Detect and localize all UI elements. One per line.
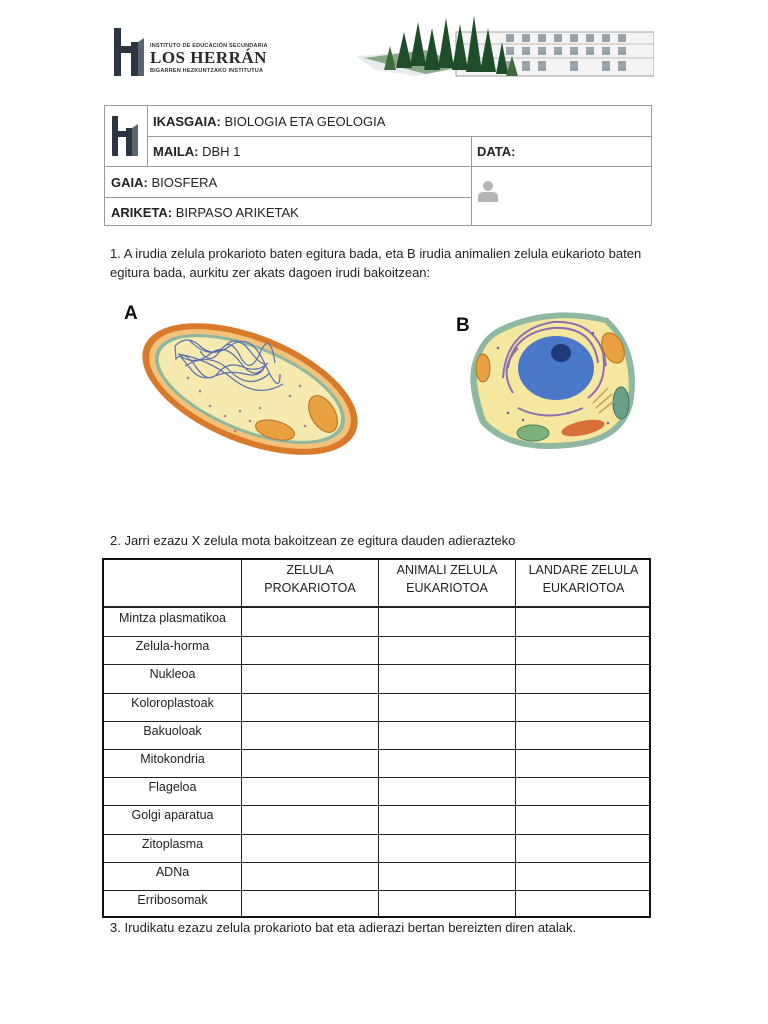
header-plant (516, 561, 651, 607)
exercise-row (111, 205, 299, 220)
small-logo-icon (112, 116, 142, 156)
date-label: DATA: (477, 144, 516, 159)
answer-cell[interactable] (379, 750, 514, 776)
answer-cell[interactable] (379, 694, 514, 720)
answer-cell[interactable] (379, 835, 514, 861)
school-line2: BIGARREN HEZKUNTZAKO INSTITUTUA (150, 68, 264, 74)
school-name: LOS HERRÁN (150, 48, 267, 67)
level-label: MAILA: (153, 144, 199, 159)
question-1-line-2: egitura bada, aurkitu zer akats dagoen irudi bakoitzean: (110, 265, 431, 280)
answer-cell[interactable] (242, 694, 377, 720)
answer-cell[interactable] (242, 722, 377, 748)
header-plant-line1: LANDARE ZELULA (528, 563, 639, 577)
subject-label: IKASGAIA: (153, 114, 221, 129)
exercise-value: BIRPASO ARIKETAK (175, 205, 299, 220)
table-row-label: Koloroplastoak (131, 695, 214, 710)
answer-cell[interactable] (379, 665, 514, 691)
table-row-label: Bakuoloak (143, 723, 202, 738)
answer-cell[interactable] (516, 637, 651, 663)
answer-cell[interactable] (242, 863, 377, 889)
answer-cell[interactable] (242, 891, 377, 917)
figure-b-label: B (456, 315, 470, 336)
header-prokaryote-line2: PROKARIOTOA (264, 581, 356, 595)
answer-cell[interactable] (516, 806, 651, 832)
table-row-label: Zelula-horma (135, 639, 210, 654)
answer-cell[interactable] (516, 665, 651, 691)
answer-cell[interactable] (242, 609, 377, 635)
answer-cell[interactable] (516, 609, 651, 635)
user-icon (478, 180, 498, 202)
subject-row (153, 114, 385, 129)
school-logo-icon (114, 28, 144, 76)
answer-cell[interactable] (242, 835, 377, 861)
table-row-label: Mintza plasmatikoa (119, 611, 226, 625)
table-row-label: Flageloa (148, 780, 197, 795)
answer-cell[interactable] (516, 722, 651, 748)
table-row-label: ADNa (155, 864, 190, 879)
header-prokaryote-line1: ZELULA (286, 563, 334, 577)
table-row-label: Zitoplasma (141, 836, 204, 851)
table-row-label: Erribosomak (137, 893, 208, 907)
answer-cell[interactable] (242, 806, 377, 832)
question-1-line-1: 1. A irudia zelula prokarioto baten egitura bada, eta B irudia animalien zelula eukarioto baten (110, 246, 642, 261)
topic-label: GAIA: (111, 175, 148, 190)
answer-cell[interactable] (379, 863, 514, 889)
school-line1: INSTITUTO DE EDUCACIÓN SECUNDARIA (150, 43, 268, 49)
answer-cell[interactable] (242, 778, 377, 804)
prokaryotic-cell-illustration (140, 316, 360, 462)
topic-value: BIOSFERA (151, 175, 218, 190)
eukaryotic-animal-cell-illustration (468, 308, 638, 452)
answer-cell[interactable] (379, 891, 514, 917)
topic-row (111, 175, 217, 190)
question-3: 3. Irudikatu ezazu zelula prokarioto bat eta adierazi bertan bereizten diren atalak. (110, 920, 577, 935)
answer-cell[interactable] (379, 609, 514, 635)
answer-cell[interactable] (516, 835, 651, 861)
answer-cell[interactable] (516, 891, 651, 917)
cell-structures-table (102, 558, 651, 918)
date-row (477, 144, 516, 159)
answer-cell[interactable] (379, 637, 514, 663)
answer-cell[interactable] (242, 637, 377, 663)
table-row-label: Nukleoa (149, 667, 196, 682)
answer-cell[interactable] (242, 665, 377, 691)
subject-value: BIOLOGIA ETA GEOLOGIA (224, 114, 386, 129)
level-row (153, 144, 240, 159)
header-animal-line2: EUKARIOTOA (406, 581, 488, 595)
school-building-illustration (356, 14, 654, 84)
table-row-label: Mitokondria (140, 752, 205, 766)
answer-cell[interactable] (379, 722, 514, 748)
answer-cell[interactable] (242, 750, 377, 776)
question-2: 2. Jarri ezazu X zelula mota bakoitzean ze egitura dauden adierazteko (110, 533, 516, 548)
answer-cell[interactable] (379, 806, 514, 832)
answer-cell[interactable] (516, 778, 651, 804)
header-animal (379, 561, 515, 607)
answer-cell[interactable] (379, 778, 514, 804)
info-table (104, 105, 652, 226)
figure-a-label: A (124, 303, 138, 324)
answer-cell[interactable] (516, 863, 651, 889)
answer-cell[interactable] (516, 694, 651, 720)
level-value: DBH 1 (202, 144, 241, 159)
exercise-label: ARIKETA: (111, 205, 173, 220)
header-animal-line1: ANIMALI ZELULA (396, 563, 498, 577)
header-plant-line2: EUKARIOTOA (542, 581, 625, 595)
table-row-label: Golgi aparatua (131, 808, 214, 823)
header-prokaryote (242, 561, 378, 607)
answer-cell[interactable] (516, 750, 651, 776)
